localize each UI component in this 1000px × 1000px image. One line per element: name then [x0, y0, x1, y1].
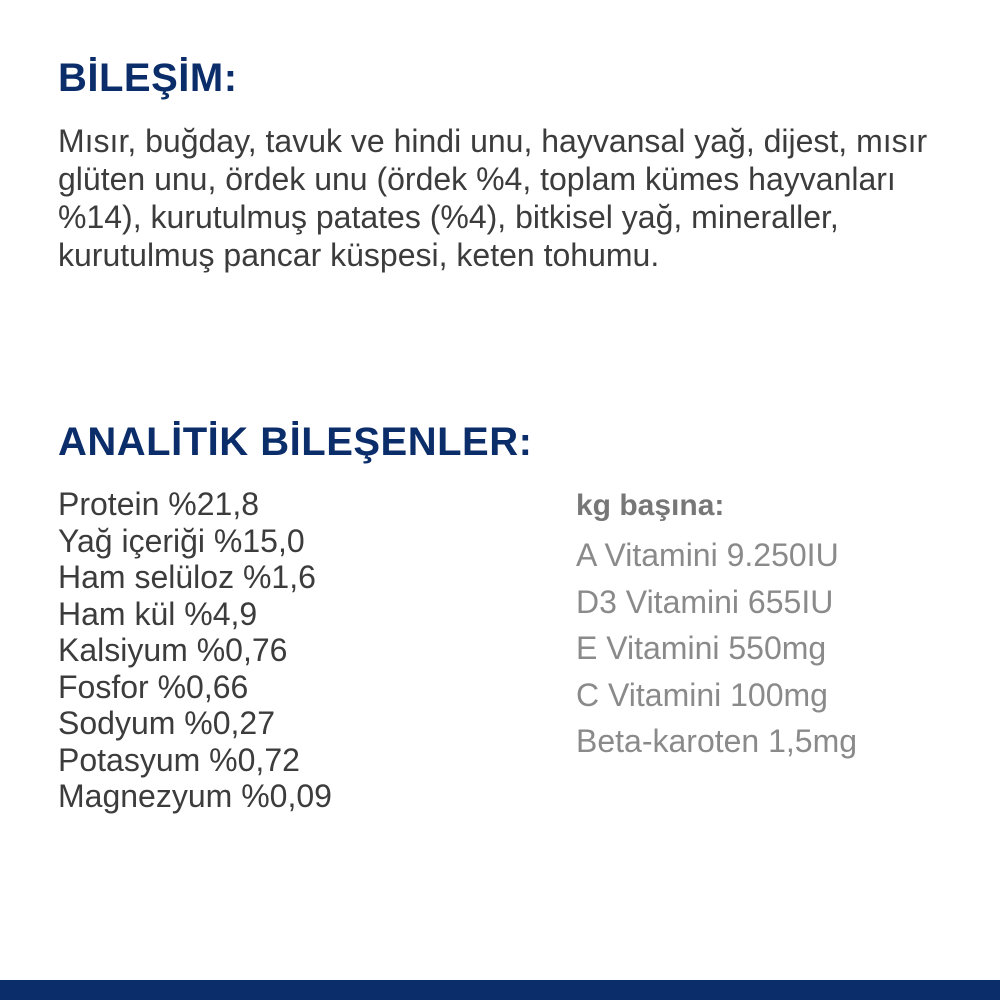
- footer-bar: [0, 980, 1000, 1000]
- list-item: Protein %21,8: [58, 486, 260, 522]
- list-item: E Vitamini 550mg: [576, 630, 827, 666]
- composition-text: Mısır, buğday, tavuk ve hindi unu, hayvansal yağ, dijest, mısır glüten unu, ördek unu (ördek %4, toplam kümes hayvanları %14), kurutulmuş patates (%4), bitkisel yağ, mineraller, kurutulmuş pancar küspesi, keten tohumu.: [58, 123, 928, 273]
- list-item: C Vitamini 100mg: [576, 676, 828, 713]
- composition-heading: BİLEŞİM:: [58, 56, 238, 100]
- analytical-constituents-list: [58, 486, 332, 815]
- list-item: Ham kül %4,9: [58, 595, 258, 632]
- list-item: Beta-karoten 1,5mg: [576, 723, 858, 759]
- list-item: Yağ içeriği %15,0: [58, 522, 305, 559]
- list-item: Ham selüloz %1,6: [58, 559, 316, 595]
- list-item: Sodyum %0,27: [58, 705, 276, 741]
- list-item: A Vitamini 9.250IU: [576, 537, 839, 573]
- list-item: D3 Vitamini 655IU: [576, 583, 834, 620]
- list-item: Magnezyum %0,09: [58, 778, 332, 814]
- vitamins-list: [576, 532, 976, 765]
- vitamins-section: [576, 486, 976, 765]
- vitamins-heading: kg başına:: [576, 489, 725, 522]
- list-item: Fosfor %0,66: [58, 668, 249, 705]
- list-item: Potasyum %0,72: [58, 741, 300, 778]
- analytical-constituents-heading: ANALİTİK BİLEŞENLER:: [58, 420, 533, 464]
- list-item: Kalsiyum %0,76: [58, 632, 288, 668]
